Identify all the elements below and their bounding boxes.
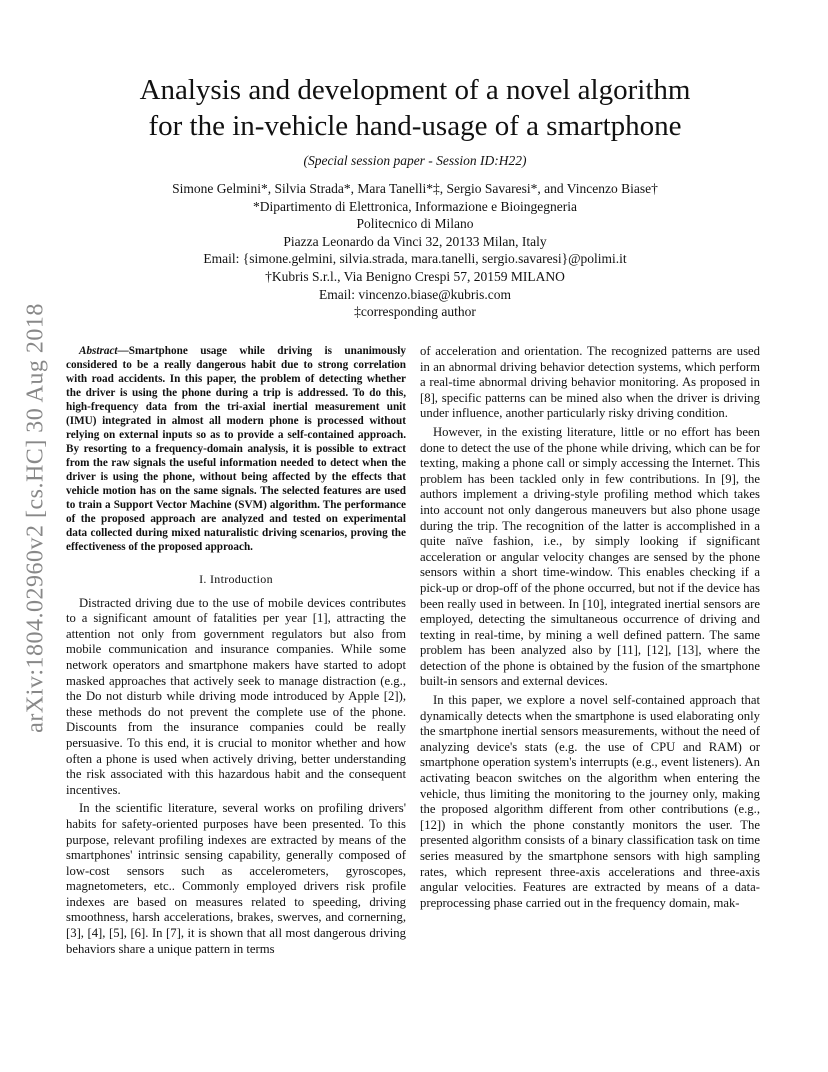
affiliation-email-2: Email: vincenzo.biase@kubris.com <box>318 286 511 302</box>
author-block <box>70 180 760 321</box>
abstract-text: —Smartphone usage while driving is unanimously considered to be a really dangerous habit due to strong correlation with road accidents. In this paper, the problem of detecting whether the driver is using the phone during a trip is addressed. To do this, high-frequency data from the tri-axial inertial measurement unit (IMU) integrated in almost all modern phone is processed without relying on external inputs so as to provide a self-contained approach. By resorting to a frequency-domain analysis, it is possible to extract from the raw signals the useful information needed to detect when the driver is using the phone, without being affected by the effects that vehicle motion has on the same signals. The selected features are used to train a Support Vector Machine (SVM) algorithm. The performance of the proposed approach are analyzed and tested on experimental data collected during mixed naturalistic driving scenarios, proving the effectiveness of the proposed approach. <box>66 345 406 553</box>
session-note: (Special session paper - Session ID:H22) <box>303 153 527 168</box>
affiliation-company: †Kubris S.r.l., Via Benigno Crespi 57, 20159 MILANO <box>265 268 565 284</box>
arxiv-sidebar-stamp <box>16 278 56 758</box>
title-line-2: for the in-vehicle hand-usage of a smartphone <box>148 110 682 142</box>
affiliation-address: Piazza Leonardo da Vinci 32, 20133 Milan, Italy <box>283 233 547 249</box>
title-line-1: Analysis and development of a novel algorithm <box>139 74 691 106</box>
affiliation-email-1: Email: {simone.gelmini, silvia.strada, mara.tanelli, sergio.savaresi}@polimi.it <box>203 251 627 267</box>
right-column <box>420 344 760 911</box>
left-column <box>66 344 406 957</box>
intro-paragraph-2: In the scientific literature, several works on profiling drivers' habits for safety-oriented purposes have been presented. To this purpose, relevant profiling indexes are extracted by means of the smartphones' intrinsic sensing capability, generally composed of low-cost sensors such as accelerometers, gyroscopes, magnetometers, etc.. Commonly employed drivers risk profile indexes are based on measures related to speeding, driving smoothness, harsh accelerations, brakes, swerves, and cornerning, [3], [4], [5], [6]. In [7], it is shown that all most dangerous driving behaviors share a unique pattern in terms <box>66 801 406 956</box>
affiliation-dept: *Dipartimento di Elettronica, Informazione e Bioingegneria <box>253 198 577 214</box>
section-heading-introduction: I. Introduction <box>199 572 273 586</box>
corresponding-note: ‡corresponding author <box>354 304 476 320</box>
body-paragraph-continuation: of acceleration and orientation. The recognized patterns are used in an abnormal driving behavior detection systems, which perform a real-time abnormal driving behavior monitoring. As proposed in [8], specific patterns can be mined also when the driver is driving under influence, another particularly risky driving condition. <box>420 344 760 421</box>
intro-paragraph-1: Distracted driving due to the use of mobile devices contributes to a significant amount of fatalities per year [1], attracting the attention not only from government regulators but also from mobile communication and insurance companies. While some network operators and smartphone makers have started to adopt masked approaches that actively seek to manage distraction (e.g., the Do not disturb while driving mode introduced by Apple [2]), these methods do not prevent the complete use of the phone. Discounts from the insurance companies could be really persuasive. To this end, it is crucial to monitor whether and how often a phone is used when actively driving, better understanding the risk associated with this hazardous habit and the consequent incentives. <box>66 595 406 797</box>
arxiv-identifier: arXiv:1804.02960v2 [cs.HC] 30 Aug 2018 <box>22 303 49 733</box>
abstract <box>66 344 406 554</box>
body-paragraph-literature: However, in the existing literature, little or no effort has been done to detect the use of the phone while driving, which can be for texting, making a phone call or simply accessing the Internet. This problem has been tackled only in few contributions. In [9], the authors implement a driving-style profiling method which takes into account not only dangerous maneuvers but also phone usage during the trip. The recognition of the latter is accomplished in a quite naïve fashion, i.e., by simply looking if significant acceleration or angular velocity changes are sensed by the phone sensors within a short time-window. This enables checking if a pick-up or drop-off of the phone occurred, but not if the device has been really used in between. In [10], integrated inertial sensors are employed, detecting the simultaneous occurrence of driving and texting in real-time, by mining a well defined pattern. The same problem has been analyzed also by [11], [12], [13], where the detection of the phone is obtained by the fusion of the smartphone built-in sensors and external devices. <box>420 424 760 689</box>
author-list: Simone Gelmini*, Silvia Strada*, Mara Tanelli*‡, Sergio Savaresi*, and Vincenzo Biase† <box>172 181 658 196</box>
abstract-label: Abstract <box>79 345 118 357</box>
body-paragraph-approach: In this paper, we explore a novel self-contained approach that dynamically detects when the smartphone is used elaborating only the smartphone inertial sensors measurements, without the need of analyzing device's stats (e.g. the use of CPU and RAM) or smartphone operation system's interrupts (e.g., event listeners). An activating beacon switches on the algorithm when entering the vehicle, thus limiting the monitoring to the journey only, making the proposed algorithm different from other contributions (e.g., [12]) in which the phone constantly monitors the user. The presented algorithm consists of a binary classification task on time series measured by the smartphone sensors with high sampling rates, which represent three-axis accelerations and three-axis angular velocities. Features are extracted by means of a data-preprocessing phase carried out in the frequency domain, mak- <box>420 693 760 910</box>
affiliation-univ: Politecnico di Milano <box>356 216 474 232</box>
paper-title <box>70 72 760 144</box>
